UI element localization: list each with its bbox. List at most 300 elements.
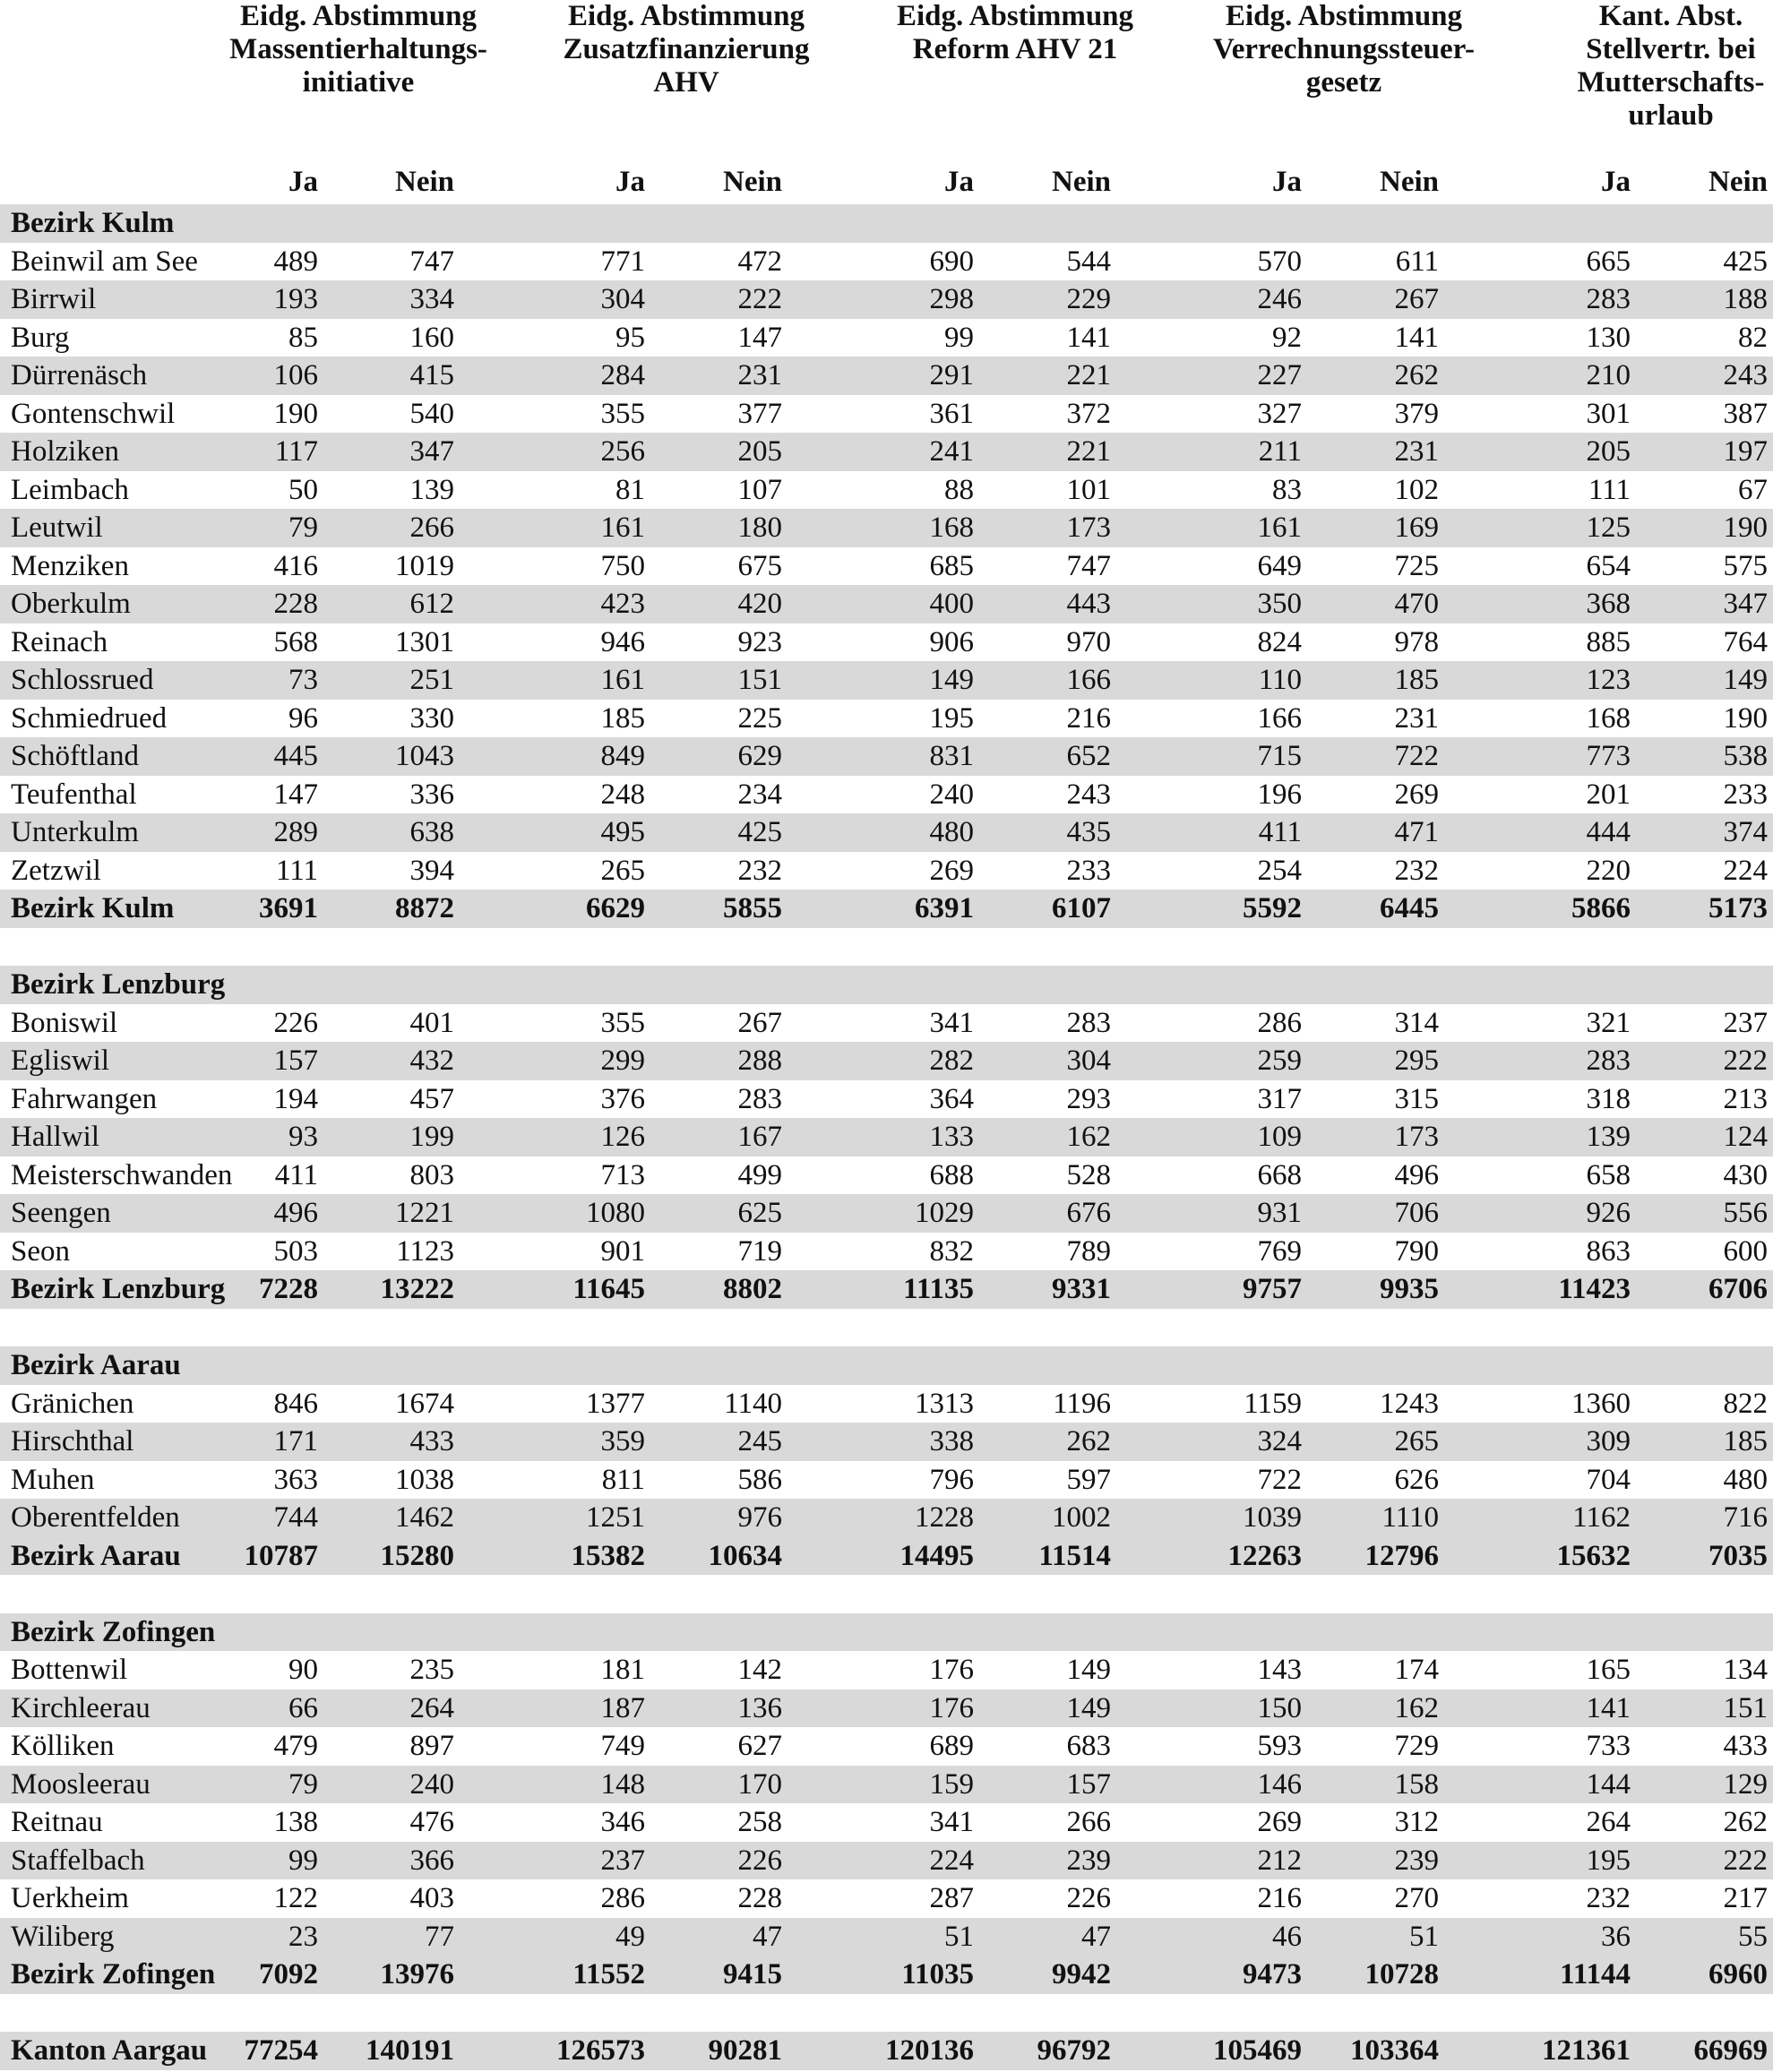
nein-count: 232 [1394,854,1439,887]
nein-count: 147 [737,321,782,354]
nein-count: 6107 [1052,892,1111,924]
ja-count: 831 [929,740,974,772]
nein-count: 245 [737,1425,782,1457]
nein-count: 683 [1066,1730,1111,1762]
municipality-name: Oberentfelden [11,1501,180,1534]
ja-count: 364 [929,1082,974,1115]
municipality-name: Kanton Aargau [11,2034,208,2067]
vote-header-line: Zusatzfinanzierung [563,33,810,65]
ja-count: 503 [273,1234,318,1268]
ja-count: 194 [273,1082,318,1115]
table-row [0,1803,1773,1842]
nein-count: 420 [737,588,782,620]
ja-count: 99 [944,321,974,354]
ja-count: 926 [1586,1197,1631,1229]
nein-count: 425 [1723,245,1768,278]
nein-count: 330 [409,701,454,735]
ja-nein-header-row [0,164,1773,200]
nein-count: 229 [1066,283,1111,315]
nein-count: 970 [1066,625,1111,658]
nein-count: 1301 [395,625,454,658]
district-name: Bezirk Zofingen [11,1615,216,1648]
nein-count: 267 [737,1006,782,1039]
district-name: Bezirk Kulm [11,207,175,239]
ja-count: 299 [600,1045,645,1077]
ja-count: 15382 [571,1539,645,1572]
ja-count: 11552 [572,1958,645,1990]
ja-count: 148 [600,1767,645,1801]
ja-count: 110 [1258,664,1302,696]
nein-count: 472 [737,245,782,278]
ja-count: 363 [273,1463,318,1496]
nein-count: 976 [737,1501,782,1534]
nein-count: 170 [737,1767,782,1801]
nein-count: 199 [409,1121,454,1153]
nein-count: 180 [737,512,782,544]
results-table [0,204,1773,2070]
nein-count: 158 [1394,1767,1439,1801]
nein-column-label: Nein [723,166,782,198]
ja-column-label: Ja [944,166,974,198]
ja-count: 668 [1257,1158,1302,1191]
ja-count: 147 [273,778,318,811]
nein-count: 347 [1723,588,1768,620]
ja-count: 7092 [259,1958,318,1990]
nein-count: 264 [409,1691,454,1724]
ja-count: 216 [1257,1882,1302,1914]
nein-count: 729 [1394,1730,1439,1762]
nein-count: 586 [737,1463,782,1496]
ja-count: 444 [1586,816,1631,848]
nein-count: 719 [737,1234,782,1268]
ja-count: 1251 [586,1501,645,1534]
ja-count: 304 [600,283,645,315]
nein-count: 803 [409,1158,454,1191]
nein-count: 266 [409,512,454,544]
nein-count: 217 [1723,1882,1768,1914]
ja-count: 6629 [586,892,645,924]
nein-count: 304 [1066,1045,1111,1077]
ja-count: 51 [944,1920,974,1953]
ja-count: 14495 [899,1539,974,1572]
ja-count: 1039 [1243,1501,1302,1534]
table-row [0,700,1773,738]
district-name: Bezirk Aarau [11,1349,181,1381]
nein-count: 315 [1394,1082,1439,1115]
table-row [0,243,1773,281]
ja-count: 361 [929,397,974,430]
ja-count: 649 [1257,549,1302,582]
nein-count: 102 [1394,473,1439,506]
nein-count: 216 [1066,701,1111,735]
ja-count: 846 [273,1387,318,1420]
ja-count: 346 [600,1806,645,1838]
table-row [0,547,1773,586]
ja-count: 126 [600,1121,645,1153]
ja-count: 863 [1586,1234,1631,1268]
municipality-name: Leimbach [11,473,129,506]
nein-count: 575 [1723,549,1768,582]
nein-count: 10634 [708,1539,782,1572]
nein-count: 151 [1723,1691,1768,1724]
nein-count: 157 [1066,1767,1111,1801]
ja-count: 111 [275,854,318,887]
nein-count: 725 [1394,549,1439,582]
ja-count: 95 [615,321,645,354]
nein-count: 1243 [1380,1387,1439,1420]
nein-count: 5173 [1708,892,1768,924]
vote-header-line: Massentierhaltungs- [229,33,487,65]
ja-count: 318 [1586,1082,1631,1115]
ja-count: 689 [929,1730,974,1762]
ja-count: 832 [929,1234,974,1268]
nein-count: 188 [1723,283,1768,315]
nein-count: 9942 [1052,1958,1111,1990]
ja-count: 355 [600,397,645,430]
nein-count: 377 [737,397,782,430]
vote-header [854,0,1176,66]
vote-header-line: AHV [653,66,719,99]
ja-count: 133 [929,1121,974,1153]
municipality-name: Boniswil [11,1006,118,1039]
nein-count: 141 [1066,321,1111,354]
ja-count: 283 [1586,283,1631,315]
vote-header-line: Eidg. Abstimmung [239,0,478,32]
ja-count: 224 [929,1844,974,1877]
ja-count: 11135 [903,1273,974,1305]
ja-count: 849 [600,740,645,772]
table-row [0,1080,1773,1119]
ja-count: 139 [1586,1121,1631,1153]
municipality-name: Gränichen [11,1387,134,1420]
nein-count: 265 [1394,1425,1439,1457]
ja-count: 341 [929,1806,974,1838]
district-section-header [0,966,1773,1004]
ja-count: 906 [929,625,974,658]
nein-count: 226 [737,1844,782,1877]
municipality-name: Teufenthal [11,778,137,811]
district-section-header [0,204,1773,243]
nein-count: 12796 [1364,1539,1439,1572]
ja-count: 11423 [1558,1273,1631,1305]
nein-count: 149 [1066,1654,1111,1686]
table-row [0,319,1773,357]
nein-count: 107 [737,473,782,506]
nein-count: 9415 [723,1958,782,1990]
nein-count: 374 [1723,816,1768,848]
nein-count: 235 [409,1654,454,1686]
ja-count: 185 [600,701,645,735]
ja-count: 269 [929,854,974,887]
nein-count: 496 [1394,1158,1439,1191]
ja-count: 265 [600,854,645,887]
nein-count: 394 [409,854,454,887]
ja-count: 106 [273,359,318,391]
table-row [0,737,1773,776]
ja-count: 771 [600,245,645,278]
municipality-name: Kölliken [11,1730,115,1762]
ja-count: 46 [1272,1920,1302,1953]
nein-count: 47 [1081,1920,1111,1953]
ja-count: 5592 [1243,892,1302,924]
municipality-name: Fahrwangen [11,1082,158,1115]
nein-count: 149 [1066,1691,1111,1724]
ja-count: 201 [1586,778,1631,811]
nein-count: 540 [409,397,454,430]
ja-count: 248 [600,778,645,811]
municipality-name: Moosleerau [11,1767,151,1801]
nein-count: 612 [409,588,454,620]
nein-count: 205 [737,435,782,468]
nein-count: 166 [1066,664,1111,696]
vote-header-line: Kant. Abst. [1598,0,1743,32]
vote-header [1510,0,1773,133]
total-row [0,1956,1773,1994]
nein-count: 151 [737,664,782,696]
nein-count: 789 [1066,1234,1111,1268]
ja-count: 23 [288,1920,318,1953]
ja-count: 237 [600,1844,645,1877]
spacer-row [0,1575,1773,1613]
total-row [0,890,1773,928]
nein-count: 347 [409,435,454,468]
municipality-name: Bezirk Lenzburg [11,1273,226,1305]
nein-count: 430 [1723,1158,1768,1191]
nein-count: 243 [1723,359,1768,391]
ja-count: 161 [1257,512,1302,544]
nein-count: 8872 [395,892,454,924]
nein-count: 747 [1066,549,1111,582]
nein-count: 221 [1066,359,1111,391]
municipality-name: Schlossrued [11,664,154,696]
ja-count: 227 [1257,359,1302,391]
nein-count: 67 [1738,473,1768,506]
nein-count: 1221 [395,1197,454,1229]
nein-count: 528 [1066,1158,1111,1191]
table-row [0,1118,1773,1156]
table-row [0,1727,1773,1766]
ja-count: 12263 [1227,1539,1302,1572]
ja-count: 10787 [244,1539,318,1572]
municipality-name: Reitnau [11,1806,103,1838]
nein-count: 312 [1394,1806,1439,1838]
ja-count: 66 [288,1691,318,1724]
nein-count: 213 [1723,1082,1768,1115]
nein-count: 675 [737,549,782,582]
ja-count: 416 [273,549,318,582]
ja-count: 445 [273,740,318,772]
table-row [0,395,1773,434]
table-row [0,509,1773,547]
nein-count: 1110 [1381,1501,1439,1534]
nein-count: 1038 [395,1463,454,1496]
nein-count: 90281 [708,2034,782,2067]
ja-count: 99 [288,1844,318,1877]
nein-count: 267 [1394,283,1439,315]
nein-count: 266 [1066,1806,1111,1838]
nein-count: 221 [1066,435,1111,468]
municipality-name: Reinach [11,625,108,658]
nein-count: 425 [737,816,782,848]
ja-count: 146 [1257,1767,1302,1801]
nein-count: 334 [409,283,454,315]
nein-count: 1002 [1052,1501,1111,1534]
nein-count: 372 [1066,397,1111,430]
nein-count: 5855 [723,892,782,924]
ja-count: 254 [1257,854,1302,887]
nein-count: 240 [409,1767,454,1801]
ja-count: 73 [288,664,318,696]
nein-count: 676 [1066,1197,1111,1229]
nein-count: 162 [1394,1691,1439,1724]
nein-count: 764 [1723,625,1768,658]
nein-count: 173 [1066,512,1111,544]
ja-count: 341 [929,1006,974,1039]
nein-count: 6706 [1708,1273,1768,1305]
nein-count: 314 [1394,1006,1439,1039]
ja-count: 1159 [1244,1387,1302,1420]
nein-count: 228 [737,1882,782,1914]
column-group-headers [0,0,1773,161]
ja-count: 5866 [1571,892,1631,924]
nein-count: 401 [409,1006,454,1039]
nein-count: 174 [1394,1654,1439,1686]
nein-count: 1674 [395,1387,454,1420]
ja-count: 161 [600,664,645,696]
nein-count: 15280 [380,1539,454,1572]
ja-count: 480 [929,816,974,848]
nein-count: 1019 [395,549,454,582]
nein-count: 706 [1394,1197,1439,1229]
ja-count: 256 [600,435,645,468]
municipality-name: Schöftland [11,740,139,772]
nein-count: 471 [1394,816,1439,848]
ja-count: 159 [929,1767,974,1801]
table-row [0,1042,1773,1080]
ja-count: 1162 [1572,1501,1631,1534]
ja-count: 49 [615,1920,645,1953]
ja-count: 946 [600,625,645,658]
nein-count: 136 [737,1691,782,1724]
ja-count: 130 [1586,321,1631,354]
nein-count: 139 [409,473,454,506]
ja-count: 211 [1258,435,1302,468]
vote-header-line: initiative [302,66,415,99]
vote-header [525,0,848,99]
nein-count: 140191 [366,2034,454,2067]
nein-count: 190 [1723,701,1768,735]
nein-count: 47 [753,1920,782,1953]
ja-count: 654 [1586,549,1631,582]
municipality-name: Uerkheim [11,1882,129,1914]
nein-count: 233 [1066,854,1111,887]
ja-count: 83 [1272,473,1302,506]
ja-column-label: Ja [615,166,645,198]
nein-count: 231 [1394,435,1439,468]
vote-header-line: Reform AHV 21 [912,33,1118,65]
ja-count: 220 [1586,854,1631,887]
nein-count: 239 [1394,1844,1439,1877]
ja-count: 9757 [1243,1273,1302,1305]
nein-count: 251 [409,664,454,696]
ja-count: 9473 [1243,1958,1302,1990]
municipality-name: Bottenwil [11,1654,128,1686]
nein-count: 897 [409,1730,454,1762]
ja-count: 901 [600,1234,645,1268]
nein-count: 293 [1066,1082,1111,1115]
total-row [0,1537,1773,1576]
ja-count: 190 [273,397,318,430]
ja-count: 79 [288,512,318,544]
nein-count: 162 [1066,1121,1111,1153]
ja-count: 232 [1586,1882,1631,1914]
nein-count: 1196 [1053,1387,1111,1420]
nein-count: 923 [737,625,782,658]
ja-count: 171 [273,1425,318,1457]
municipality-name: Wiliberg [11,1920,115,1953]
ja-count: 496 [273,1197,318,1229]
nein-count: 82 [1738,321,1768,354]
ja-count: 176 [929,1691,974,1724]
district-section-header [0,1346,1773,1385]
ja-count: 125 [1586,512,1631,544]
table-row [0,776,1773,814]
nein-count: 978 [1394,625,1439,658]
table-row [0,585,1773,623]
nein-count: 55 [1738,1920,1768,1953]
ja-count: 187 [600,1691,645,1724]
nein-count: 169 [1394,512,1439,544]
ja-count: 109 [1257,1121,1302,1153]
nein-count: 13976 [380,1958,454,1990]
nein-count: 822 [1723,1387,1768,1420]
ja-count: 570 [1257,245,1302,278]
spacer-row [0,1994,1773,2033]
ja-count: 773 [1586,740,1631,772]
ja-count: 7228 [259,1273,318,1305]
nein-count: 470 [1394,588,1439,620]
ja-count: 228 [273,588,318,620]
table-row [0,1499,1773,1537]
ja-count: 50 [288,473,318,506]
ja-count: 122 [273,1882,318,1914]
ja-count: 338 [929,1425,974,1457]
ja-count: 141 [1586,1691,1631,1724]
municipality-name: Burg [11,321,70,354]
ja-count: 284 [600,359,645,391]
ja-count: 359 [600,1425,645,1457]
nein-count: 190 [1723,512,1768,544]
ja-count: 931 [1257,1197,1302,1229]
nein-count: 231 [737,359,782,391]
ja-count: 688 [929,1158,974,1191]
ja-count: 150 [1257,1691,1302,1724]
nein-count: 134 [1723,1654,1768,1686]
ja-count: 298 [929,283,974,315]
ja-count: 713 [600,1158,645,1191]
ja-count: 282 [929,1045,974,1077]
nein-count: 7035 [1708,1539,1768,1572]
table-row [0,1461,1773,1500]
table-row [0,852,1773,890]
municipality-name: Oberkulm [11,588,131,620]
ja-count: 241 [929,435,974,468]
vote-header [1183,0,1505,99]
ja-count: 400 [929,588,974,620]
ja-count: 733 [1586,1730,1631,1762]
nein-count: 432 [409,1045,454,1077]
nein-count: 790 [1394,1234,1439,1268]
